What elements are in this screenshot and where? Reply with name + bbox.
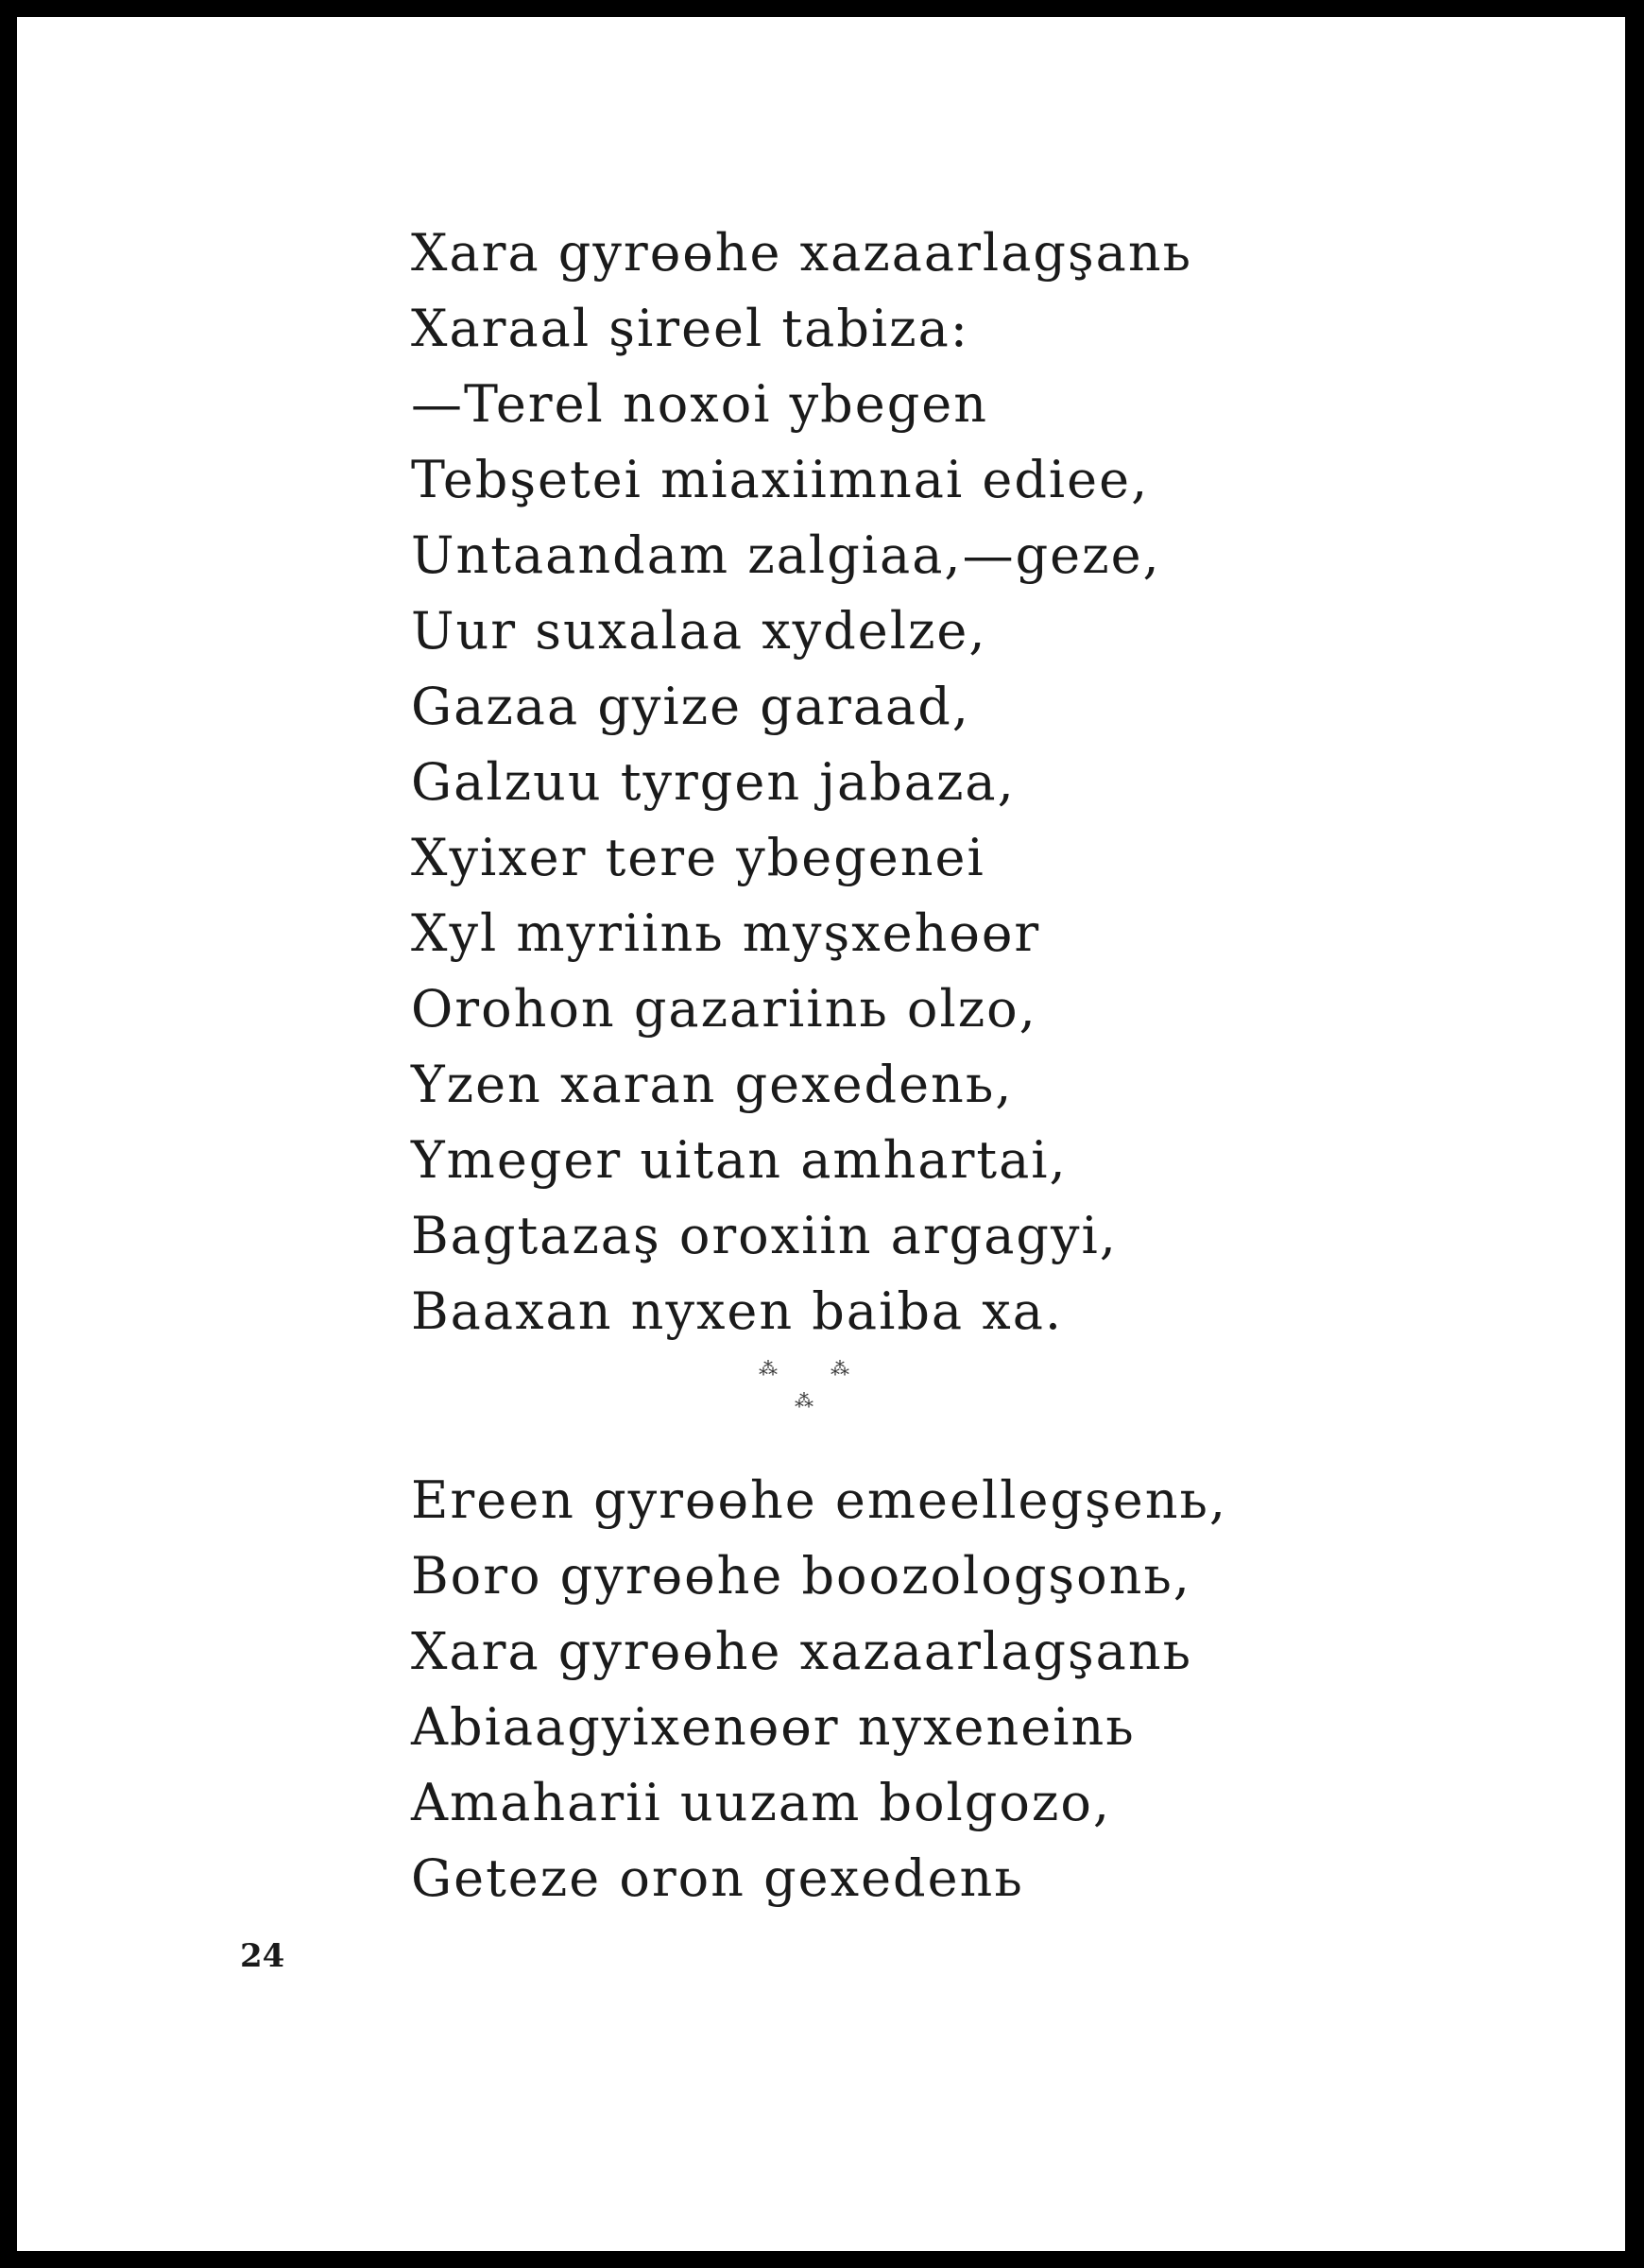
poem-line: —Terel noxoi ybegen [411,374,989,434]
poem-stanza-1 [411,215,1192,1349]
poem-line: Uur suxalaa xydelze, [411,601,987,661]
poem-line: Xara gyrөөhe xazaarlagşanь [411,1622,1193,1681]
poem-line: Bagtazaş oroxiin argagyi, [411,1206,1118,1265]
poem-line: Galzuu tyrgen jabaza, [411,752,1016,812]
poem-line: Xyl myriinь myşxehөөr [411,903,1041,963]
poem-line: Ymeger uitan amhartai, [411,1130,1068,1190]
poem-line: Abiaagyixenөөr nyxeneinь [411,1697,1136,1757]
poem-line: Tebşetei miaxiimnai ediee, [411,450,1150,509]
poem-line: Amaharii uuzam bolgozo, [411,1773,1112,1832]
poem-line: Orohon gazariinь olzo, [411,979,1037,1039]
poem-line: Yzen xaran gexedenь, [411,1055,1014,1114]
poem-line: Geteze oron gexedenь [411,1848,1024,1908]
stanza-separator [759,1357,849,1425]
poem-line: Ereen gyrөөhe emeellegşenь, [411,1470,1228,1530]
asterism-icon: ⁂ [831,1357,849,1380]
poem-line: Baaxan nyxen baiba xa. [411,1281,1064,1341]
poem-line: Xyixer tere ybegenei [411,828,985,887]
asterism-icon: ⁂ [795,1389,813,1412]
poem-line: Boro gyrөөhe boozologşonь, [411,1546,1191,1606]
poem-stanza-2 [411,1463,1227,1916]
poem-line: Xara gyrөөhe xazaarlagşanь [411,223,1193,283]
page-number: 24 [240,1937,285,1975]
asterism-icon: ⁂ [759,1357,778,1380]
poem-line: Gazaa gyize garaad, [411,677,970,736]
poem-line: Xaraal şireel tabiza: [411,299,969,358]
book-page [17,17,1625,2251]
poem-line: Untaandam zalgiaa,—geze, [411,525,1161,585]
